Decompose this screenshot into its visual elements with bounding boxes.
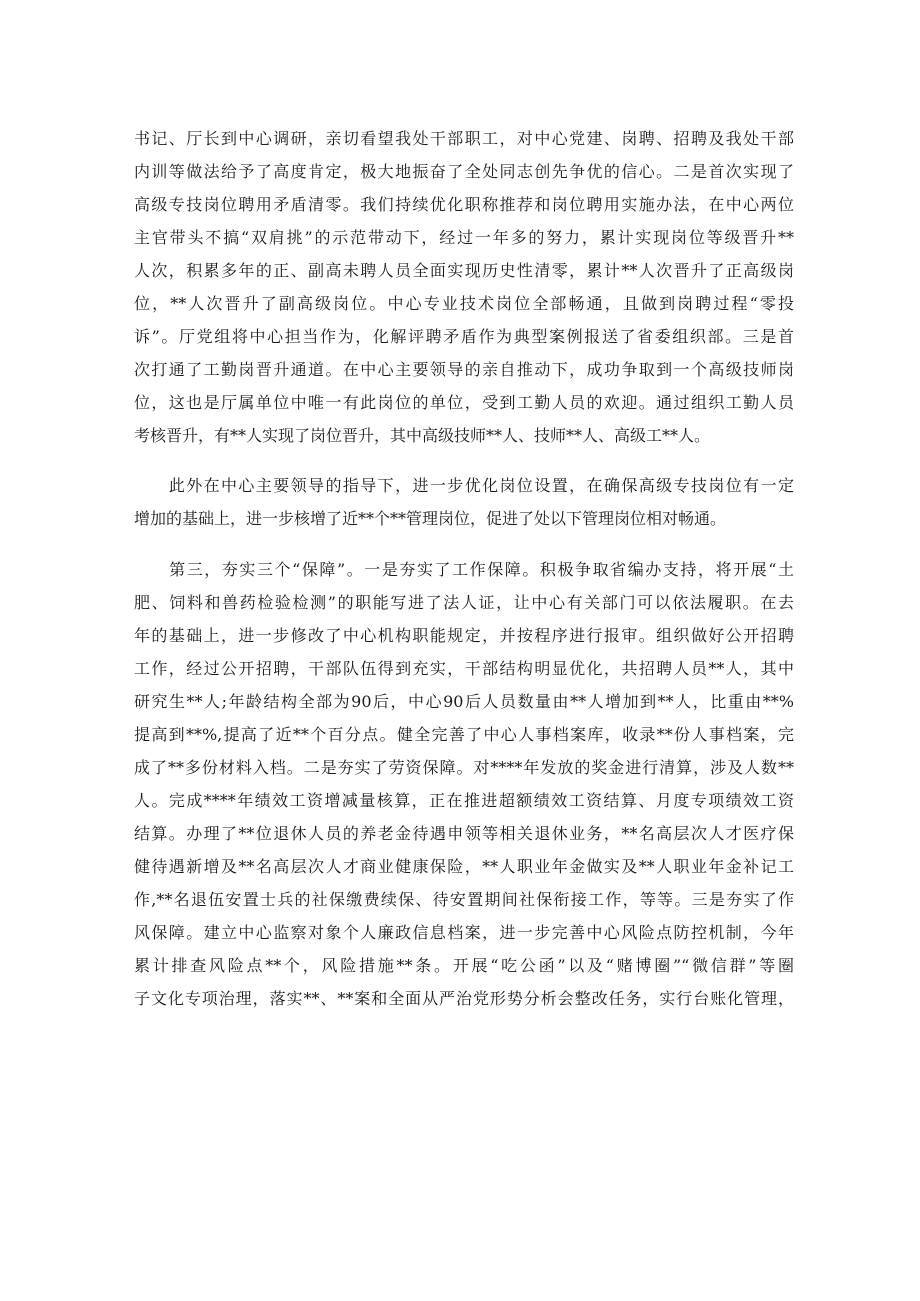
text-line: 此外在中心主要领导的指导下，进一步优化岗位设置，在确保高级专技岗位有一定 (134, 476, 794, 495)
text-line: 作,**名退伍安置士兵的社保缴费续保、待安置期间社保衔接工作，等等。三是夯实了作 (134, 890, 794, 909)
paragraph-1 (134, 122, 794, 452)
text-line: 提高到**%,提高了近**个百分点。健全完善了中心人事档案库，收录**份人事档案，完 (134, 725, 794, 744)
text-line: 工作，经过公开招聘，干部队伍得到充实，干部结构明显优化，共招聘人员**人，其中 (134, 659, 794, 678)
text-line: 增加的基础上，进一步核增了近**个**管理岗位，促进了处以下管理岗位相对畅通。 (134, 509, 727, 528)
text-line: 主官带头不搞“双肩挑”的示范带动下，经过一年多的努力，累计实现岗位等级晋升** (134, 228, 794, 247)
text-line: 高级专技岗位聘用矛盾清零。我们持续优化职称推荐和岗位聘用实施办法，在中心两位 (134, 195, 794, 214)
text-line: 子文化专项治理，落实**、**案和全面从严治党形势分析会整改任务，实行台账化管理， (134, 989, 794, 1008)
text-line: 人次，积累多年的正、副高未聘人员全面实现历史性清零，累计**人次晋升了正高级岗 (134, 261, 794, 280)
text-line: 研究生**人;年龄结构全部为90后，中心90后人员数量由**人增加到**人，比重由**% (134, 692, 794, 711)
text-line: 位，这也是厅属单位中唯一有此岗位的单位，受到工勤人员的欢迎。通过组织工勤人员 (134, 393, 794, 412)
text-line: 年的基础上，进一步修改了中心机构职能规定，并按程序进行报审。组织做好公开招聘 (134, 626, 794, 645)
text-line: 人。完成****年绩效工资增减量核算，正在推进超额绩效工资结算、月度专项绩效工资 (134, 791, 794, 810)
text-line: 肥、饲料和兽药检验检测”的职能写进了法人证，让中心有关部门可以依法履职。在去 (134, 593, 794, 612)
text-line: 累计排查风险点**个，风险措施**条。开展“吃公函”以及“赌博圈”“微信群”等圈 (134, 956, 794, 975)
paragraph-2 (134, 469, 794, 535)
text-line: 成了**多份材料入档。二是夯实了劳资保障。对****年发放的奖金进行清算，涉及人数** (134, 758, 794, 777)
paragraph-3 (134, 553, 794, 1015)
body-text (134, 122, 794, 1015)
text-line: 考核晋升，有**人实现了岗位晋升，其中高级技师**人、技师**人、高级工**人。 (134, 426, 711, 445)
text-line: 内训等做法给予了高度肯定，极大地振奋了全处同志创先争优的信心。二是首次实现了 (134, 162, 794, 181)
text-line: 第三，夯实三个“保障”。一是夯实了工作保障。积极争取省编办支持，将开展“土 (134, 560, 794, 579)
text-line: 次打通了工勤岗晋升通道。在中心主要领导的亲自推动下，成功争取到一个高级技师岗 (134, 360, 794, 379)
text-line: 风保障。建立中心监察对象个人廉政信息档案，进一步完善中心风险点防控机制，今年 (134, 923, 794, 942)
text-line: 书记、厅长到中心调研，亲切看望我处干部职工，对中心党建、岗聘、招聘及我处干部 (134, 129, 794, 148)
text-line: 位，**人次晋升了副高级岗位。中心专业技术岗位全部畅通，且做到岗聘过程“零投 (134, 294, 794, 313)
text-line: 诉”。厅党组将中心担当作为，化解评聘矛盾作为典型案例报送了省委组织部。三是首 (134, 327, 794, 346)
text-line: 结算。办理了**位退休人员的养老金待遇申领等相关退休业务，**名高层次人才医疗保 (134, 824, 794, 843)
text-line: 健待遇新增及**名高层次人才商业健康保险，**人职业年金做实及**人职业年金补记工 (134, 857, 794, 876)
